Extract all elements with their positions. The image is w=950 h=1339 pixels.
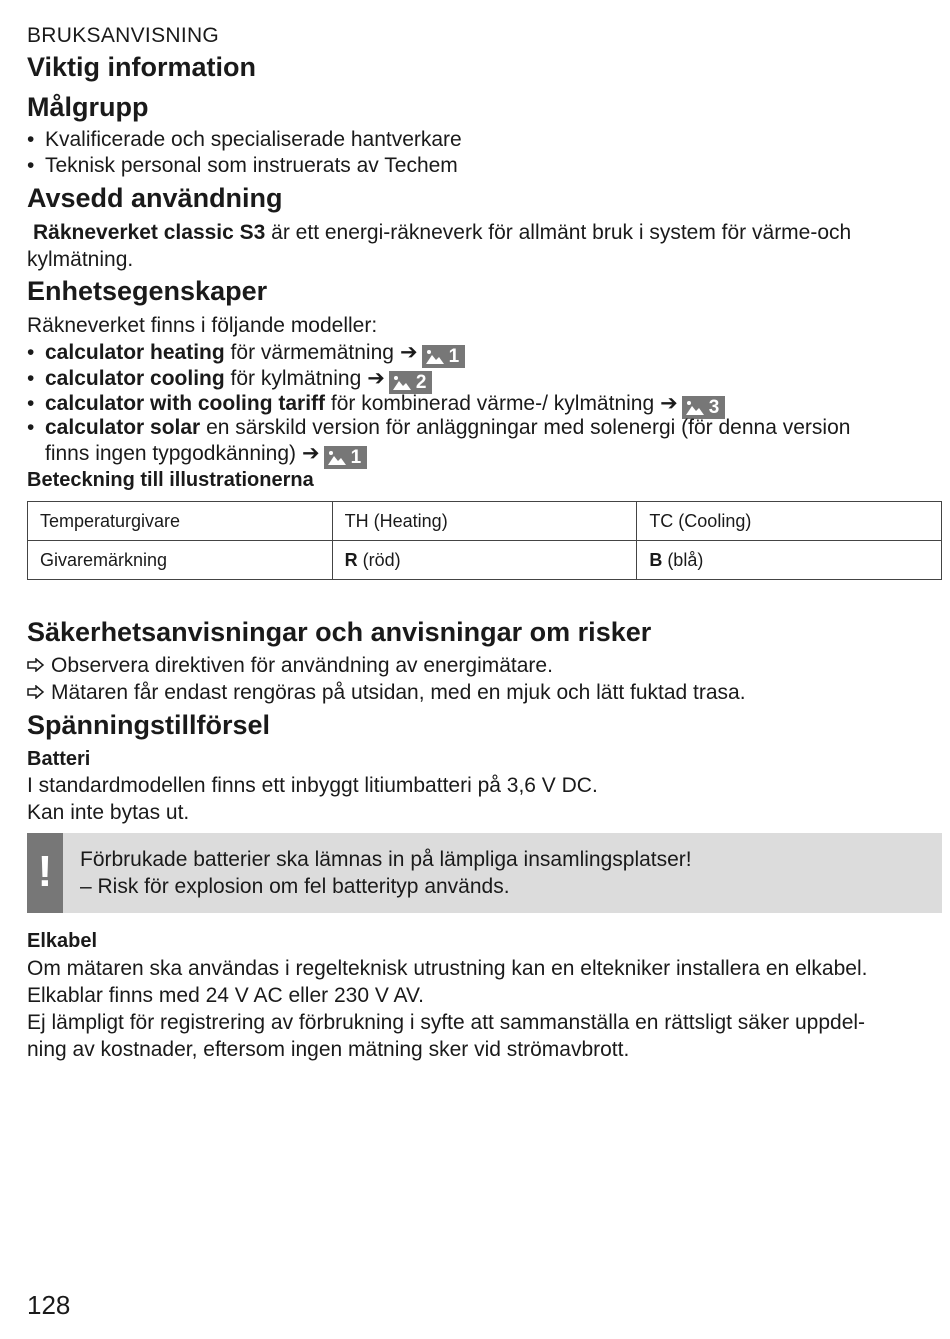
list-item: Observera direktiven för användning av energimätare. <box>27 654 553 678</box>
warning-icon: ! <box>27 833 63 913</box>
hollow-arrow-icon <box>27 681 51 705</box>
paragraph-batteri-2: Kan inte bytas ut. <box>27 801 190 824</box>
page-number: 128 <box>27 1290 71 1320</box>
image-icon <box>327 450 347 466</box>
table-row <box>28 541 942 580</box>
paragraph-elkabel: Ej lämpligt för registrering av förbrukning i syfte att sammanställa en rättsligt säker uppdel- <box>27 1011 866 1034</box>
doc-header: BRUKSANVISNING <box>27 24 220 47</box>
subheading-batteri: Batteri <box>27 748 91 770</box>
legend-table <box>27 501 942 580</box>
figure-ref: 3 <box>682 396 726 419</box>
arrow-right-icon: ➔ <box>660 392 678 415</box>
list-item-model: • calculator with cooling tariff för kombinerad värme-/ kylmätning ➔ 3 <box>27 391 725 419</box>
table-cell: Temperaturgivare <box>28 502 333 541</box>
list-item: • Teknisk personal som instruerats av Techem <box>27 154 458 177</box>
arrow-right-icon: ➔ <box>399 341 418 364</box>
subheading-beteckning: Beteckning till illustrationerna <box>27 469 314 491</box>
list-item-model: • calculator solar en särskild version för anläggningar med solenergi (för denna version <box>27 416 851 439</box>
warning-box <box>27 833 942 913</box>
heading-enhetsegenskaper: Enhetsegenskaper <box>27 276 268 306</box>
list-item: Mätaren får endast rengöras på utsidan, med en mjuk och lätt fuktad trasa. <box>27 681 746 705</box>
image-icon <box>425 349 445 365</box>
heading-sakerhet: Säkerhetsanvisningar och anvisningar om risker <box>27 617 652 647</box>
figure-ref: 1 <box>324 446 368 469</box>
arrow-right-icon: ➔ <box>302 442 320 465</box>
table-cell: Givaremärkning <box>28 541 333 580</box>
table-cell: R (röd) <box>332 541 637 580</box>
paragraph-avsedd: Räkneverket classic S3 är ett energi-räkneverk för allmänt bruk i system för värme-och <box>33 221 852 244</box>
arrow-right-icon: ➔ <box>367 367 385 390</box>
paragraph-elkabel: ning av kostnader, eftersom ingen mätning sker vid strömavbrott. <box>27 1038 630 1061</box>
heading-viktig-information: Viktig information <box>27 52 257 82</box>
image-icon <box>392 375 412 391</box>
paragraph-elkabel: Om mätaren ska användas i regelteknisk utrustning kan en eltekniker installera en elkabel. <box>27 957 868 980</box>
paragraph-avsedd-cont: kylmätning. <box>27 248 134 271</box>
list-item-model: • calculator cooling för kylmätning ➔ 2 <box>27 366 432 394</box>
paragraph-elkabel: Elkablar finns med 24 V AC eller 230 V AV. <box>27 984 424 1007</box>
figure-ref: 2 <box>389 371 433 394</box>
table-cell: B (blå) <box>637 541 942 580</box>
heading-malgrupp: Målgrupp <box>27 92 149 122</box>
paragraph-batteri-1: I standardmodellen finns ett inbyggt litiumbatteri på 3,6 V DC. <box>27 774 598 797</box>
paragraph-enhet-intro: Räkneverket finns i följande modeller: <box>27 314 378 337</box>
subheading-elkabel: Elkabel <box>27 930 98 952</box>
warning-text: Förbrukade batterier ska lämnas in på lämpliga insamlingsplatser! <box>80 848 692 871</box>
hollow-arrow-icon <box>27 654 51 678</box>
list-item: • Kvalificerade och specialiserade hantverkare <box>27 128 462 151</box>
warning-text: – Risk för explosion om fel batterityp används. <box>80 875 510 898</box>
list-item-model: • calculator heating för värmemätning ➔ 1 <box>27 340 465 368</box>
heading-avsedd-anvandning: Avsedd användning <box>27 183 283 213</box>
table-cell: TH (Heating) <box>332 502 637 541</box>
table-cell: TC (Cooling) <box>637 502 942 541</box>
image-icon <box>685 400 705 416</box>
heading-spanning: Spänningstillförsel <box>27 710 271 740</box>
figure-ref: 1 <box>422 345 466 368</box>
table-row <box>28 502 942 541</box>
list-item-model-cont: finns ingen typgodkänning) ➔ 1 <box>45 441 367 469</box>
